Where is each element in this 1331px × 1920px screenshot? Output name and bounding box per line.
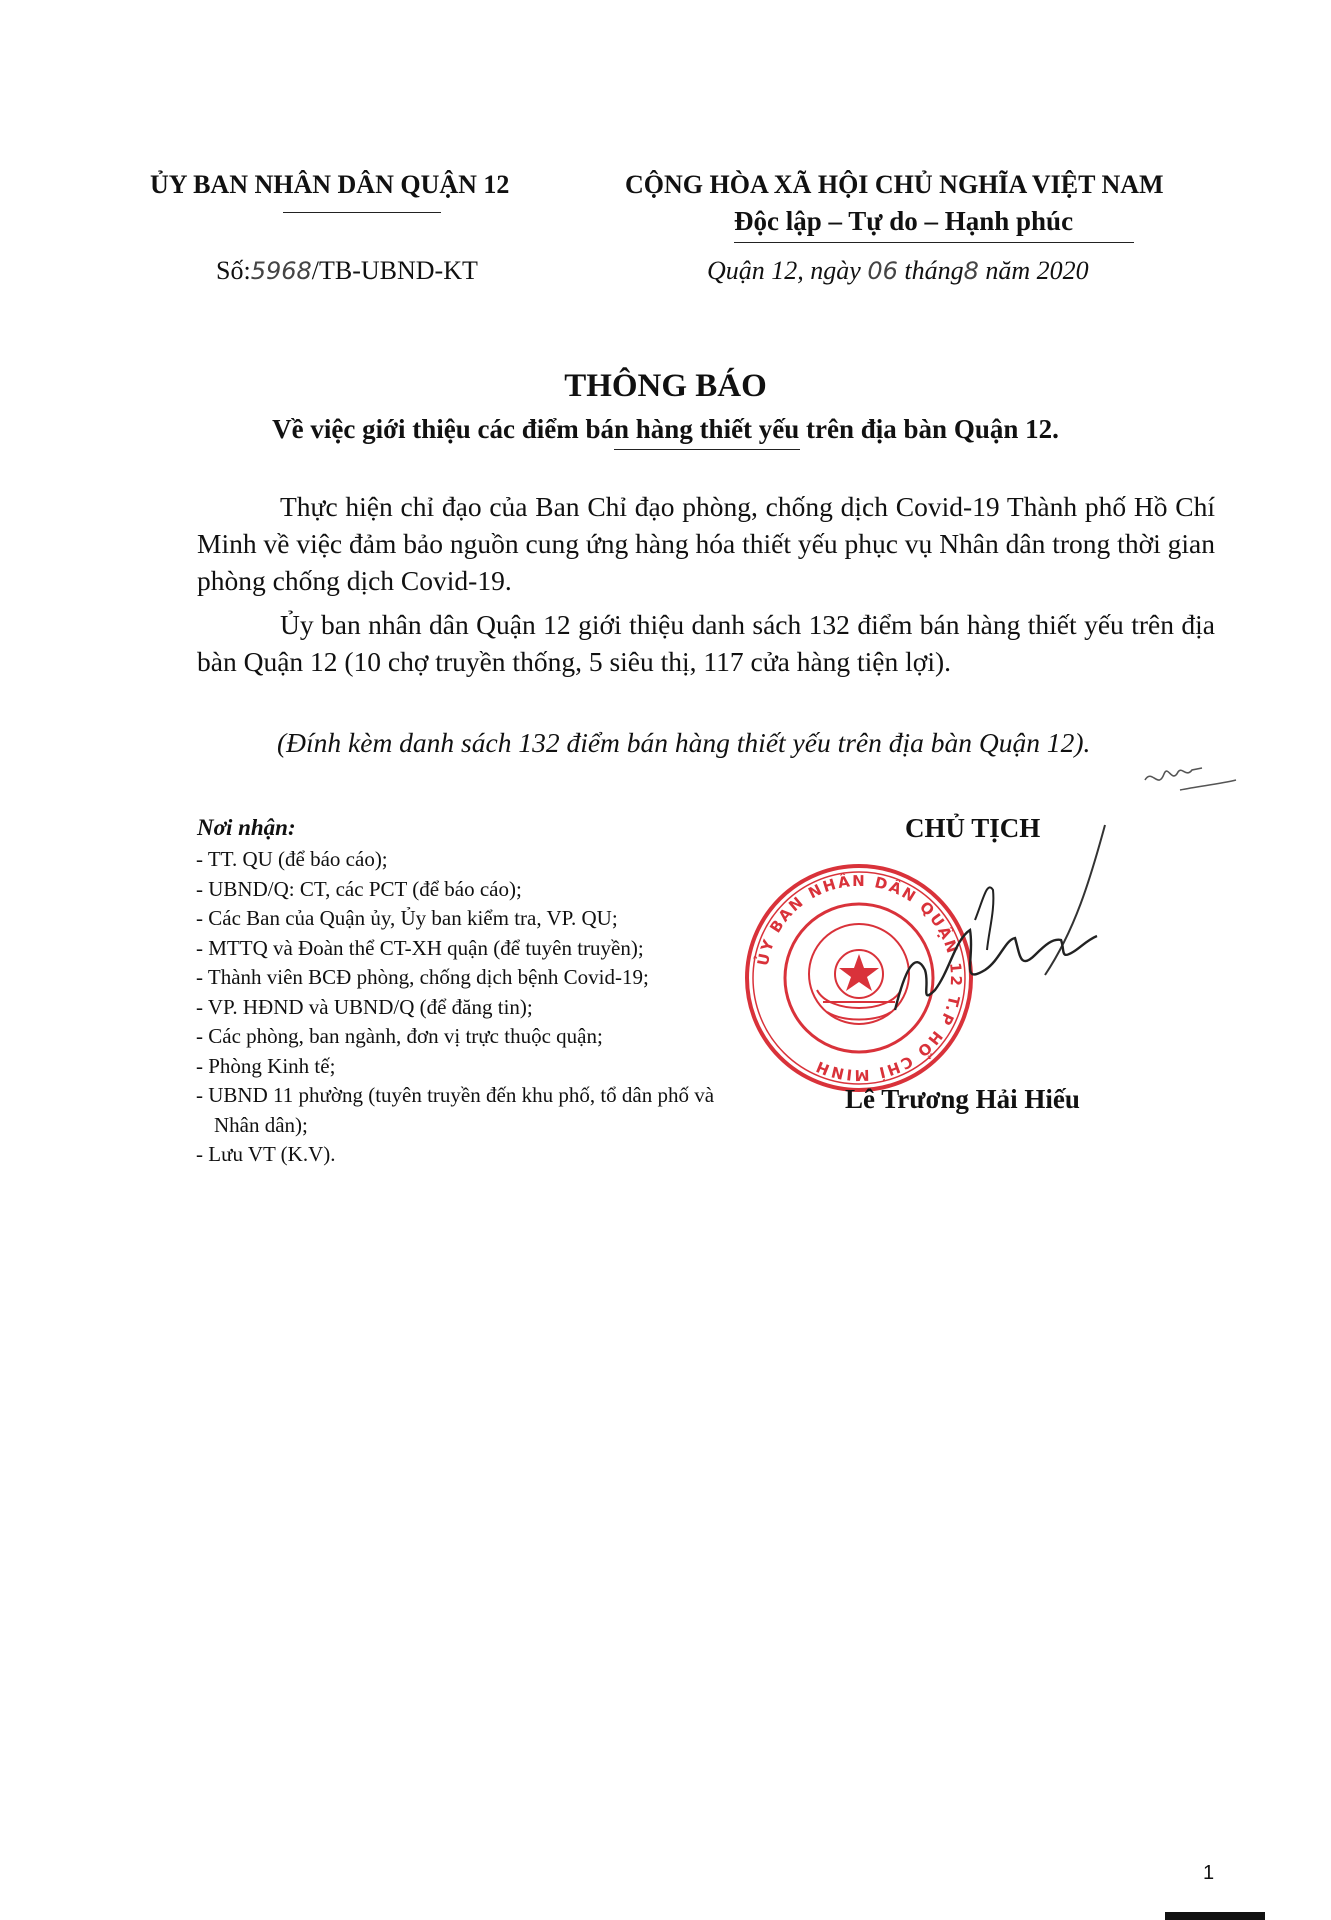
date-day: 06 bbox=[867, 257, 898, 285]
body-paragraph-1: Thực hiện chỉ đạo của Ban Chỉ đạo phòng, chống dịch Covid-19 Thành phố Hồ Chí Minh về việc đảm bảo nguồn cung ứng hàng hóa thiết yếu phục vụ Nhân dân trong thời gian phòng chống dịch Covid-19. bbox=[197, 491, 1215, 596]
recipient-item: - Phòng Kinh tế; bbox=[196, 1053, 336, 1078]
body-paragraph-attachment: (Đính kèm danh sách 132 điểm bán hàng thiết yếu trên địa bàn Quận 12). bbox=[277, 727, 1091, 758]
document-title: THÔNG BÁO bbox=[564, 368, 767, 404]
date-month: 8 bbox=[963, 257, 979, 285]
initials-scribble bbox=[1140, 750, 1240, 805]
motto-underline bbox=[734, 242, 1134, 243]
recipient-item: - TT. QU (để báo cáo); bbox=[196, 847, 388, 871]
subtitle-underline bbox=[614, 449, 800, 450]
national-title: CỘNG HÒA XÃ HỘI CHỦ NGHĨA VIỆT NAM bbox=[625, 170, 1164, 199]
recipient-item: - UBND 11 phường (tuyên truyền đến khu phố, tổ dân phố và Nhân dân); bbox=[196, 1083, 715, 1137]
recipient-item: - Các phòng, ban ngành, đơn vị trực thuộc quận; bbox=[196, 1024, 603, 1048]
date-place: Quận 12, ngày bbox=[707, 256, 861, 285]
handwritten-signature-icon bbox=[875, 820, 1135, 1020]
seal-text: ỦY BAN NHÂN DÂN QUẬN 12 T.P HỒ CHÍ MINH bbox=[753, 871, 966, 1085]
document-subtitle: Về việc giới thiệu các điểm bán hàng thiết yếu trên địa bàn Quận 12. bbox=[272, 414, 1059, 444]
authority-underline bbox=[283, 212, 441, 213]
signer-name: Lê Trương Hải Hiếu bbox=[845, 1084, 1080, 1114]
issue-date bbox=[707, 256, 1089, 286]
recipient-item: - Thành viên BCĐ phòng, chống dịch bệnh Covid-19; bbox=[196, 965, 649, 989]
body-paragraph-2: Ủy ban nhân dân Quận 12 giới thiệu danh sách 132 điểm bán hàng thiết yếu trên địa bàn Quận 12 (10 chợ truyền thống, 5 siêu thị, 117 cửa hàng tiện lợi). bbox=[197, 609, 1215, 677]
recipient-item: - MTTQ và Đoàn thể CT-XH quận (để tuyên truyền); bbox=[196, 935, 644, 960]
doc-number-suffix: /TB-UBND-KT bbox=[311, 256, 478, 285]
doc-number-prefix: Số: bbox=[216, 256, 251, 285]
signer-title: CHỦ TỊCH bbox=[905, 813, 1041, 843]
date-year: năm 2020 bbox=[985, 256, 1089, 285]
recipients-label: Nơi nhận: bbox=[197, 815, 296, 840]
recipient-item: - UBND/Q: CT, các PCT (để báo cáo); bbox=[196, 876, 522, 901]
document-number bbox=[216, 256, 478, 286]
issuing-authority: ỦY BAN NHÂN DÂN QUẬN 12 bbox=[150, 170, 510, 199]
national-motto: Độc lập – Tự do – Hạnh phúc bbox=[734, 206, 1074, 236]
recipients-list bbox=[196, 845, 756, 1170]
date-month-label: tháng bbox=[904, 256, 964, 285]
scan-edge-mark bbox=[1165, 1912, 1265, 1920]
doc-number-handwritten: 5968 bbox=[250, 257, 312, 285]
page-number: 1 bbox=[1203, 1862, 1215, 1884]
recipient-item: - VP. HĐND và UBND/Q (để đăng tin); bbox=[196, 994, 533, 1019]
recipient-item: - Các Ban của Quận ủy, Ủy ban kiểm tra, VP. QU; bbox=[196, 906, 618, 930]
recipient-item: - Lưu VT (K.V). bbox=[196, 1142, 336, 1166]
